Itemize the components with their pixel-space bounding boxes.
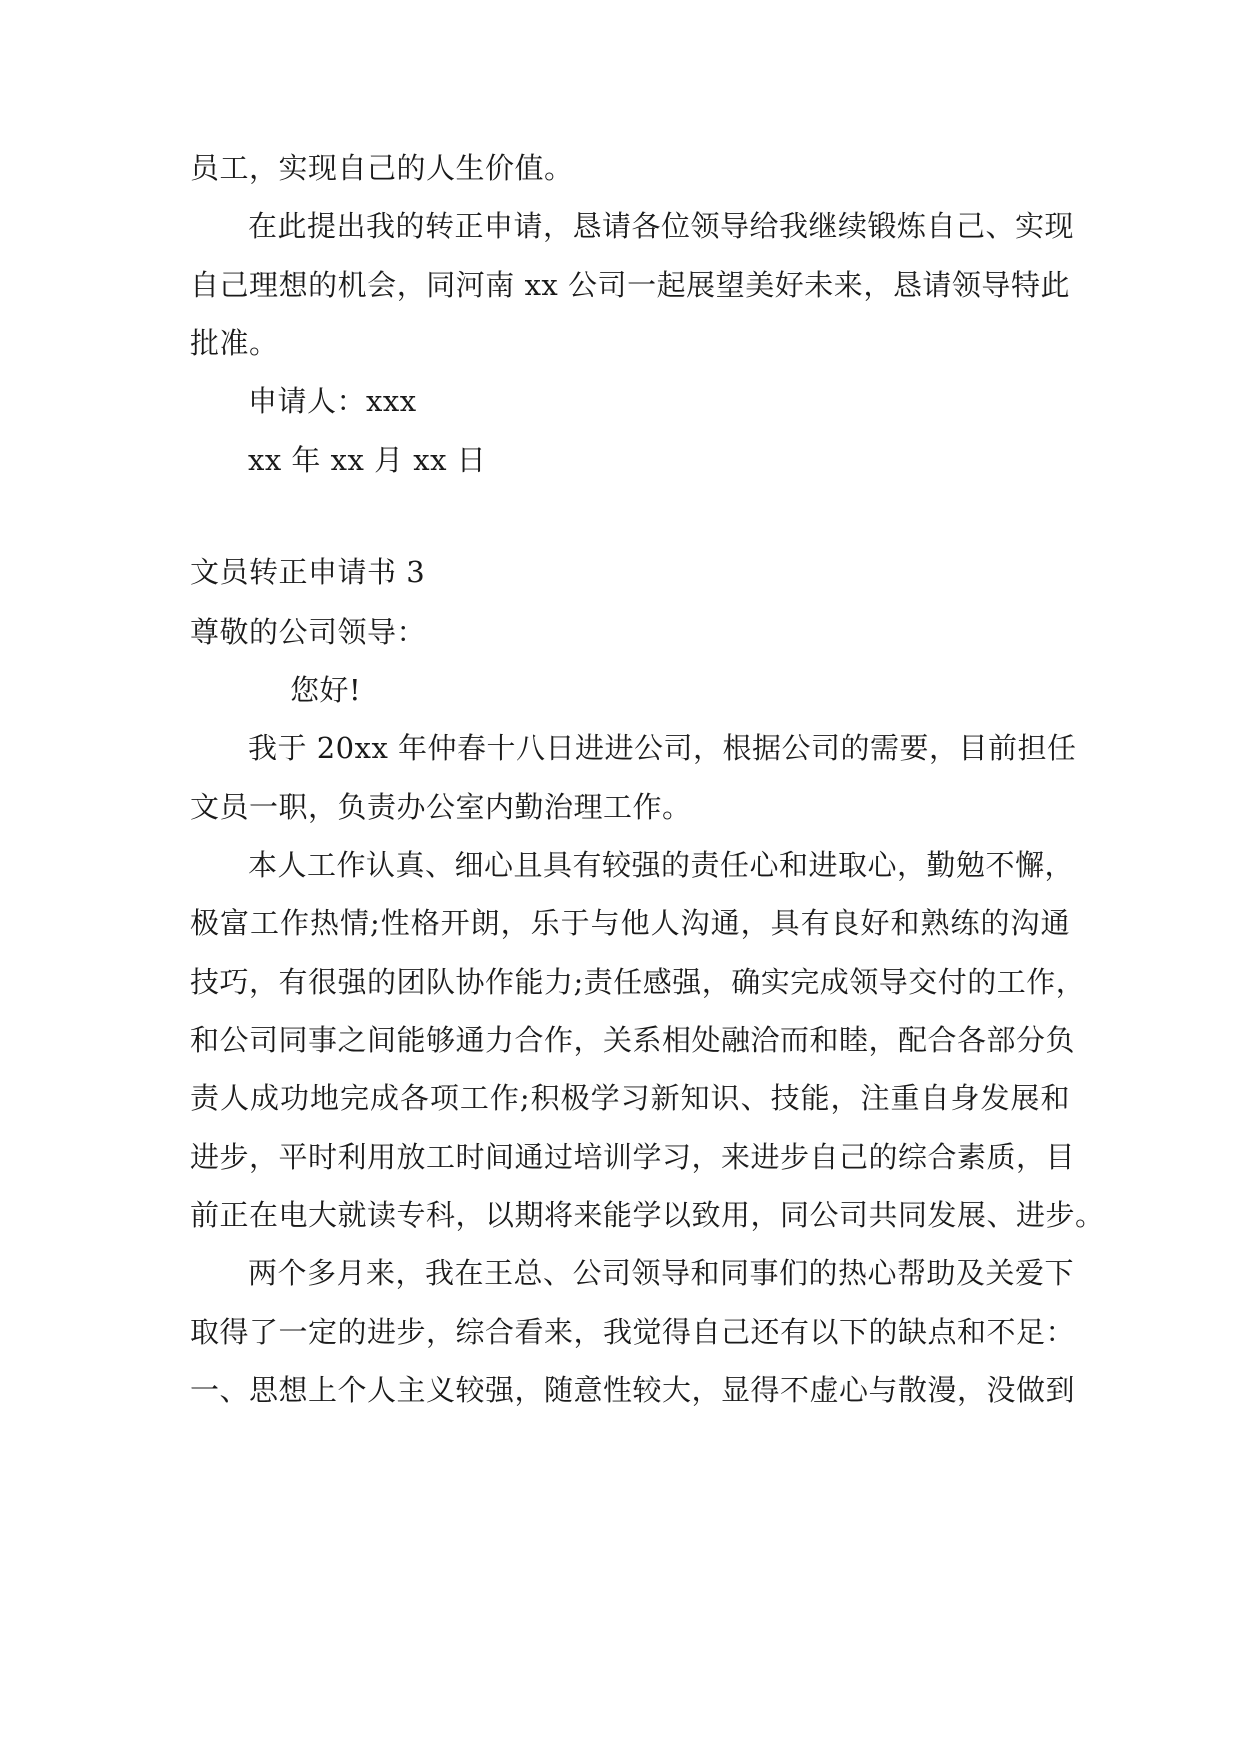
signature-date: xx 年 xx 月 xx 日 xyxy=(248,443,487,477)
paragraph-line: 员工，实现自己的人生价值。 xyxy=(190,151,574,185)
paragraph-line: 我于 20xx 年仲春十八日进进公司，根据公司的需要，目前担任 xyxy=(248,731,1077,765)
paragraph-line: 文员一职，负责办公室内勤治理工作。 xyxy=(190,790,692,824)
paragraph-line: 进步，平时利用放工时间通过培训学习，来进步自己的综合素质，目 xyxy=(190,1140,1076,1174)
paragraph-line: 两个多月来，我在王总、公司领导和同事们的热心帮助及关爱下 xyxy=(248,1256,1075,1290)
paragraph-line: 极富工作热情;性格开朗，乐于与他人沟通，具有良好和熟练的沟通 xyxy=(190,906,1070,940)
greeting: 您好! xyxy=(290,673,362,707)
salutation: 尊敬的公司领导： xyxy=(190,615,427,649)
paragraph-line: 责人成功地完成各项工作;积极学习新知识、技能，注重自身发展和 xyxy=(190,1081,1070,1115)
paragraph-line: 一、思想上个人主义较强，随意性较大，显得不虚心与散漫，没做到 xyxy=(190,1373,1076,1407)
section-title: 文员转正申请书 3 xyxy=(190,555,426,589)
paragraph-line: 技巧，有很强的团队协作能力;责任感强，确实完成领导交付的工作， xyxy=(190,965,1086,999)
paragraph-line: 本人工作认真、细心且具有较强的责任心和进取心，勤勉不懈， xyxy=(248,848,1075,882)
paragraph-line: 自己理想的机会，同河南 xx 公司一起展望美好未来，恳请领导特此 xyxy=(190,268,1070,302)
paragraph-line: 在此提出我的转正申请，恳请各位领导给我继续锻炼自己、实现 xyxy=(248,209,1075,243)
paragraph-line: 批准。 xyxy=(190,326,279,360)
paragraph-line: 前正在电大就读专科，以期将来能学以致用，同公司共同发展、进步。 xyxy=(190,1198,1105,1232)
paragraph-line: 和公司同事之间能够通力合作，关系相处融洽而和睦，配合各部分负 xyxy=(190,1023,1076,1057)
signature-applicant: 申请人：xxx xyxy=(248,384,417,418)
paragraph-line: 取得了一定的进步，综合看来，我觉得自己还有以下的缺点和不足： xyxy=(190,1315,1076,1349)
